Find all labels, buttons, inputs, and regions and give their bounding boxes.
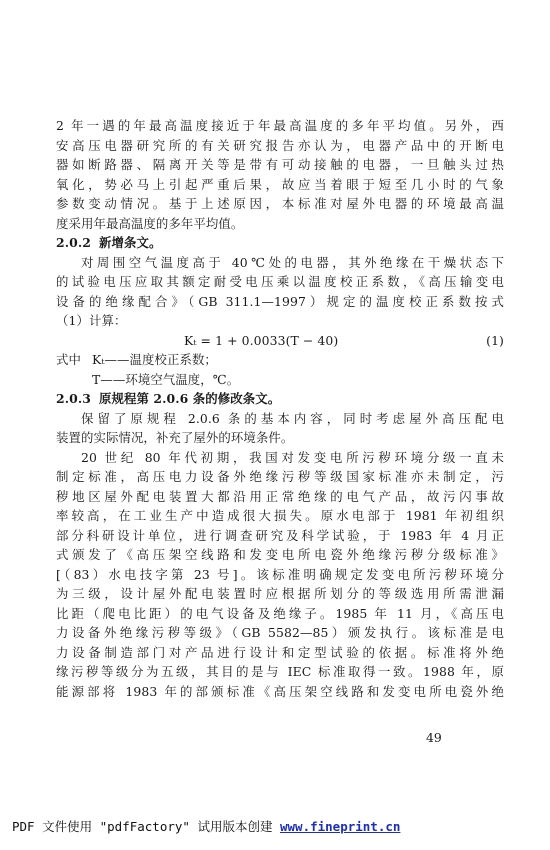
where-lead: 式中 (56, 352, 81, 367)
text-line: 对周围空气温度高于 40℃处的电器，其外绝缘在干燥状态下 (81, 254, 504, 270)
text-line: 20 世纪 80 年代初期，我国对发变电所污秽环境分级一直未 (81, 449, 504, 465)
footer-link[interactable]: www.fineprint.cn (280, 819, 401, 834)
text-line: 保留了原规程 2.0.6 条的基本内容，同时考虑屋外高压配电 (81, 410, 504, 426)
where-clause (56, 350, 504, 370)
section-heading-2-0-2 (56, 233, 504, 253)
text-line: 比距（爬电比距）的电气设备及绝缘子。1985 年 11 月，《高压电 (56, 605, 504, 621)
section-number: 2.0.2 (56, 235, 91, 250)
text-line: 部分科研设计单位，进行调查研究及科学试验，于 1983 年 4 月正 (56, 527, 504, 543)
text-line: 2 年一遇的年最高温度接近于年最高温度的多年平均值。另外，西 (56, 118, 504, 133)
text-line: [（83）水电技字第 23 号]。该标准明确规定发变电所污秽环境分 (56, 566, 504, 582)
where-item: Kₜ——温度校正系数； (92, 352, 217, 367)
text-line: 率较高，在工业生产中造成很大损失。原水电部于 1981 年初组织 (56, 508, 504, 523)
body-text (56, 116, 504, 701)
formula-line (56, 331, 504, 351)
text-line: （1）计算： (56, 313, 127, 328)
text-line: 能源部将 1983 年的部颁标准《高压架空线路和发变电所电瓷外绝 (56, 683, 504, 699)
text-line: 氧化，势必马上引起严重后果，故应当着眼于短至几小时的气象 (56, 176, 504, 192)
text-line: 式颁发了《高压架空线路和发变电所电瓷外绝缘污秽分级标准》 (56, 547, 504, 562)
footer-text: PDF 文件使用 "pdfFactory" 试用版本创建 (12, 819, 280, 834)
text-line: 的试验电压应取其额定耐受电压乘以温度校正系数，《高压输变电 (56, 274, 504, 289)
text-line: 力设备制造部门对产品进行设计和定型试验的依据。标准将外绝 (56, 644, 504, 660)
section-title: 原规程第 2.0.6 条的修改条文。 (99, 391, 281, 406)
text-line: 度采用年最高温度的多年平均值。 (56, 215, 244, 231)
text-line: 器如断路器、隔离开关等是带有可动接触的电器，一旦触头过热 (56, 157, 504, 172)
section-number: 2.0.3 (56, 391, 91, 406)
text-line: 制定标准，高压电力设备外绝缘污秽等级国家标准亦未制定，污 (56, 469, 504, 484)
text-line: 安高压电器研究所的有关研究报告亦认为，电器产品中的开断电 (56, 137, 504, 153)
section-title: 新增条文。 (99, 235, 162, 250)
text-line: 参数变动情况。基于上述原因，本标准对屋外电器的环境最高温 (56, 196, 504, 211)
text-line: 力设备外绝缘污秽等级》（GB 5582—85）颁发执行。该标准是电 (56, 625, 504, 640)
text-line: 缘污秽等级分为五级，其目的是与 IEC 标准取得一致。1988 年，原 (56, 664, 504, 679)
page-number: 49 (426, 730, 442, 745)
text-line: 为三级，设计屋外配电装置时应根据所划分的等级选用所需泄漏 (56, 586, 504, 601)
text-line: 秽地区屋外配电装置大都沿用正常绝缘的电气产品，故污闪事故 (56, 488, 504, 504)
where-item: T——环境空气温度，℃。 (92, 371, 240, 387)
formula-number: (1) (486, 332, 504, 348)
text-line: 装置的实际情况，补充了屋外的环境条件。 (56, 430, 294, 445)
text-line: 设备的绝缘配合》（GB 311.1—1997）规定的温度校正系数按式 (56, 293, 504, 309)
section-heading-2-0-3 (56, 389, 504, 409)
pdf-footer (12, 817, 400, 835)
formula-expression: Kₜ = 1 + 0.0033(T − 40) (184, 332, 339, 348)
